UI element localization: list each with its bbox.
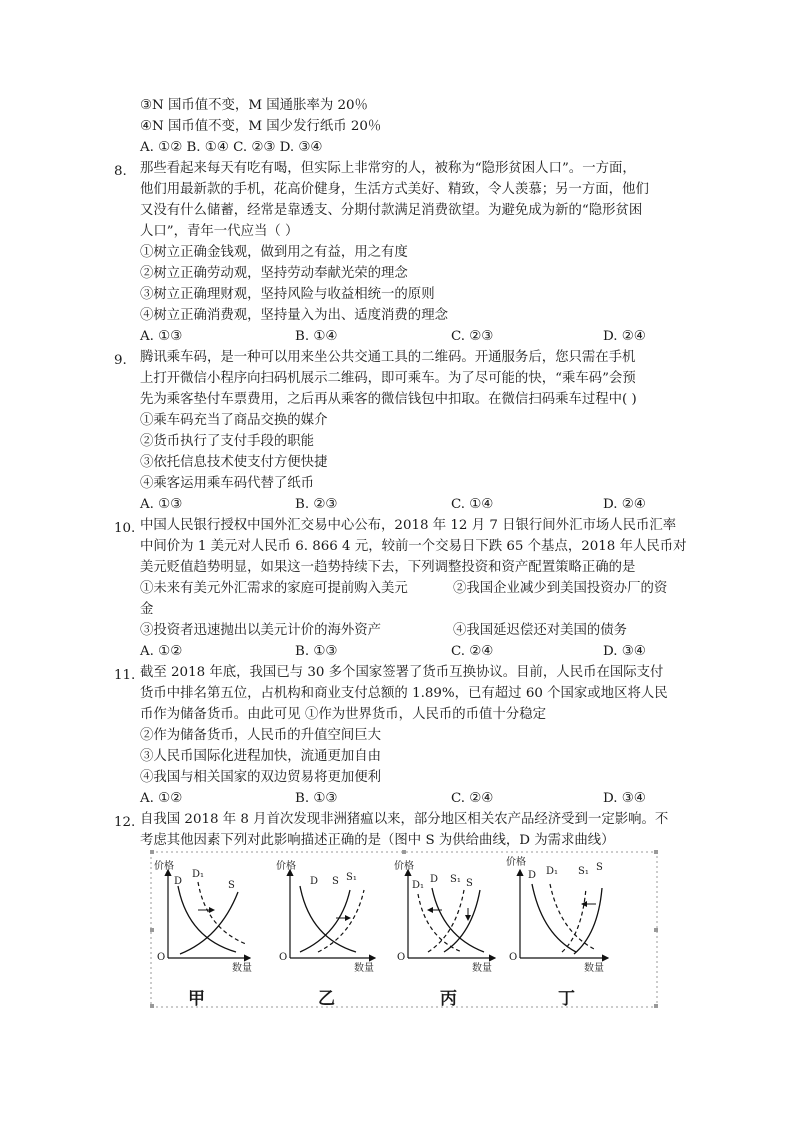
q11-choices xyxy=(140,789,660,809)
curve-label: S xyxy=(466,878,473,889)
q11-item: ②作为储备货币，人民币的升值空间巨大 xyxy=(140,728,382,743)
q11-stem-line: 币作为储备货币。由此可见 ①作为世界货币，人民币的币值十分稳定 xyxy=(140,707,546,722)
supply-curve-s xyxy=(574,888,602,954)
q10-number: 10. xyxy=(114,521,136,536)
curve-label: S₁ xyxy=(578,866,589,877)
q12-stem-line: 考虑其他因素下列对此影响描述正确的是（图中 S 为供给曲线，D 为需求曲线） xyxy=(140,833,615,848)
q8-stem-line: 人口”，青年一代应当（ ） xyxy=(140,224,299,239)
q10-stem-line: 美元贬值趋势明显，如果这一趋势持续下去，下列调整投资和资产配置策略正确的是 xyxy=(140,560,636,575)
curve-label: S xyxy=(596,862,603,873)
q9-stem-line: 上打开微信小程序向扫码机展示二维码，即可乘车。为了尽可能的快，“乘车码”会预 xyxy=(140,371,636,386)
demand-curve-d1 xyxy=(198,882,246,944)
q9-item: ①乘车码充当了商品交换的媒介 xyxy=(140,413,328,428)
q12-stem-line: 自我国 2018 年 8 月首次发现非洲猪瘟以来，部分地区相关农产品经济受到一定影响。不 xyxy=(140,812,669,827)
q8-stem-line: 那些看起来每天有吃有喝，但实际上非常穷的人，被称为“隐形贫困人口”。一方面， xyxy=(140,161,636,176)
curve-label: D xyxy=(430,874,439,885)
panel-label: 丙 xyxy=(440,989,457,1009)
curve-label: S xyxy=(228,880,235,891)
q9-stem-line: 先为乘客垫付车票费用，之后再从乘客的微信钱包中扣取。在微信扫码乘车过程中( ) xyxy=(140,392,637,407)
q10-item: ①未来有美元外汇需求的家庭可提前购入美元 xyxy=(140,581,408,596)
q11-stem-line: 截至 2018 年底，我国已与 30 多个国家签署了货币互换协议。目前，人民币在国际支付 xyxy=(140,665,664,680)
choice-d: D. ②④ xyxy=(603,329,646,344)
q9-stem-line: 腾讯乘车码，是一种可以用来坐公共交通工具的二维码。开通服务后，您只需在手机 xyxy=(140,350,636,365)
curve-label: D₁ xyxy=(412,880,425,891)
supply-demand-figure xyxy=(150,848,660,1010)
supply-curve-s xyxy=(300,890,350,952)
origin-label: O xyxy=(279,952,288,963)
demand-curve-d1 xyxy=(550,884,596,950)
choice-b: B. ②③ xyxy=(295,497,338,512)
q7-choices: A. ①② B. ①④ C. ②③ D. ③④ xyxy=(140,140,323,155)
q8-item: ②树立正确劳动观，坚持劳动奉献光荣的理念 xyxy=(140,266,408,281)
demand-curve-d xyxy=(532,884,576,952)
q10-item-continued: 金 xyxy=(140,602,154,617)
supply-curve-s xyxy=(180,892,238,954)
q9-choices xyxy=(140,495,660,515)
curve-label: S xyxy=(332,876,339,887)
q8-choices xyxy=(140,327,660,347)
origin-label: O xyxy=(509,952,518,963)
q8-number: 8. xyxy=(114,164,127,179)
choice-b: B. ①③ xyxy=(295,791,338,806)
choice-a: A. ①③ xyxy=(140,329,183,344)
q9-number: 9. xyxy=(114,353,127,368)
supply-curve-s1 xyxy=(562,888,586,952)
axis-label-x: 数量 xyxy=(472,963,492,974)
q11-number: 11. xyxy=(114,668,136,683)
choice-b: B. ①④ xyxy=(295,329,338,344)
q10-choices xyxy=(140,642,660,662)
axis-label-x: 数量 xyxy=(232,963,252,974)
choice-d: D. ②④ xyxy=(603,497,646,512)
choice-d: D. ③④ xyxy=(603,791,646,806)
q7-option-4: ④N 国币值不变，M 国少发行纸币 20％ xyxy=(140,119,382,134)
q10-item: ②我国企业减少到美国投资办厂的资 xyxy=(453,581,668,596)
q9-item: ②货币执行了支付手段的职能 xyxy=(140,434,315,449)
q10-item: ④我国延迟偿还对美国的债务 xyxy=(453,623,628,638)
axis-label-x: 数量 xyxy=(354,963,374,974)
axis-label-y: 价格 xyxy=(394,861,414,872)
q9-item: ③依托信息技术使支付方便快捷 xyxy=(140,455,328,470)
choice-d: D. ③④ xyxy=(603,644,646,659)
q11-stem-line: 货币中排名第五位，占机构和商业支付总额的 1.89%，已有超过 60 个国家或地区将人民 xyxy=(140,686,668,701)
q10-stem-line: 中间价为 1 美元对人民币 6. 866 4 元，较前一个交易日下跌 65 个基点，2018 年人民币对 xyxy=(140,539,687,554)
curve-label: D xyxy=(310,876,319,887)
axis-label-y: 价格 xyxy=(506,857,526,868)
choice-c: C. ②④ xyxy=(451,791,494,806)
q11-item: ③人民币国际化进程加快，流通更加自由 xyxy=(140,749,382,764)
q9-item: ④乘客运用乘车码代替了纸币 xyxy=(140,476,315,491)
curve-label: D₁ xyxy=(192,869,205,880)
choice-a: A. ①② xyxy=(140,791,183,806)
q8-stem-line: 他们用最新款的手机，花高价健身，生活方式美好、精致，令人羡慕；另一方面，他们 xyxy=(140,182,649,197)
axis-label-x: 数量 xyxy=(584,963,604,974)
panel-label: 乙 xyxy=(318,989,335,1009)
q8-item: ④树立正确消费观，坚持量入为出、适度消费的理念 xyxy=(140,308,448,323)
supply-curve-s1 xyxy=(318,890,364,952)
q7-option-3: ③N 国币值不变，M 国通胀率为 20％ xyxy=(140,98,368,113)
choice-c: C. ②④ xyxy=(451,644,494,659)
curve-label: S₁ xyxy=(346,872,357,883)
origin-label: O xyxy=(397,952,406,963)
curve-label: S₁ xyxy=(450,874,461,885)
q8-item: ③树立正确理财观，坚持风险与收益相统一的原则 xyxy=(140,287,435,302)
curve-label: D₁ xyxy=(546,866,559,877)
panel-label: 丁 xyxy=(558,989,575,1009)
q8-item: ①树立正确金钱观，做到用之有益，用之有度 xyxy=(140,245,408,260)
choice-a: A. ①③ xyxy=(140,497,183,512)
curve-label: D xyxy=(528,870,537,881)
choice-c: C. ②③ xyxy=(451,329,494,344)
choice-c: C. ①④ xyxy=(451,497,494,512)
q8-stem-line: 又没有什么储蓄，经常是靠透支、分期付款满足消费欲望。为避免成为新的“隐形贫困 xyxy=(140,203,643,218)
q12-number: 12. xyxy=(114,815,136,830)
choice-b: B. ①③ xyxy=(295,644,338,659)
demand-curve-d xyxy=(178,886,236,952)
choice-a: A. ①② xyxy=(140,644,183,659)
panel-ding xyxy=(520,870,608,958)
curve-label: D xyxy=(174,876,183,887)
axis-label-y: 价格 xyxy=(276,861,296,872)
q11-item: ④我国与相关国家的双边贸易将更加便利 xyxy=(140,770,382,785)
demand-curve-d xyxy=(300,886,356,952)
q10-stem-line: 中国人民银行授权中国外汇交易中心公布，2018 年 12 月 7 日银行间外汇市场人民币汇率 xyxy=(140,518,677,533)
panel-label: 甲 xyxy=(188,989,205,1009)
origin-label: O xyxy=(157,952,166,963)
axis-label-y: 价格 xyxy=(154,861,174,872)
q10-item: ③投资者迅速抛出以美元计价的海外资产 xyxy=(140,623,382,638)
